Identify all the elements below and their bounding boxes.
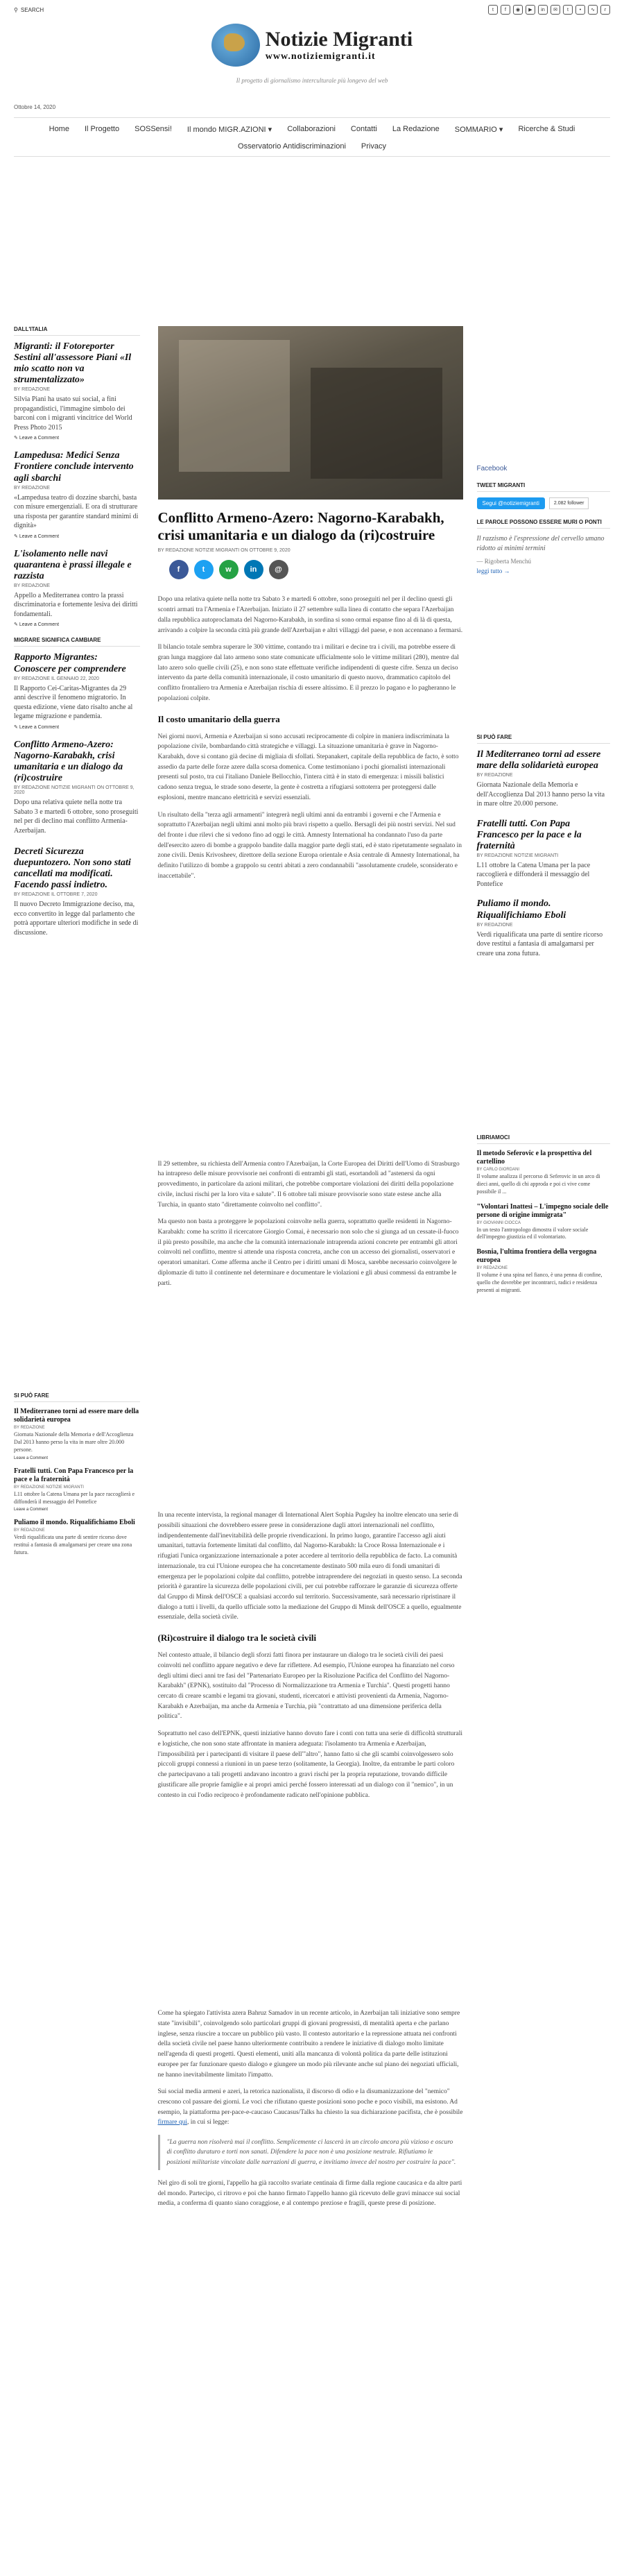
post-excerpt: Il volume analizza il percorso di Seferovic in un arco di dieci anni, quello di chi approda e poi ci vive come possibile il ... [476, 1173, 600, 1195]
sidebar-small-post [14, 1519, 140, 1563]
sidebar-small-post [14, 1408, 140, 1460]
quote-author: — Rigoberta Menchú [476, 558, 531, 565]
quote-read-more-link[interactable]: leggi tutto → [476, 568, 510, 574]
sidebar-post [14, 652, 140, 729]
whatsapp-share-button[interactable]: w [219, 560, 239, 579]
comment-icon: ✎ [14, 436, 19, 441]
twitter-follow-button[interactable]: Segui @notiziemigranti [477, 497, 545, 509]
post-excerpt: In un testo l'antropologo dimostra il valore sociale dell'impegno giustizia ed il volontariato. [476, 1226, 589, 1240]
article-paragraph: Il 29 settembre, su richiesta dell'Armenia contro l'Azerbaijan, la Corte Europea dei Diritti dell'Uomo di Strasburgo ha intrapreso delle misure provvisorie nei confronti di entrambi gli stati, esortandoli ad "astenersi da ogni provvedimento, in particolare da azioni militari, che potrebbe comportare violazioni dei diritti della popolazione civile, inclusi rischi per la loro vita e salute". Il 6 ottobre tali misure provvisorie sono state estese anche alla Turchia, in quanto stato "direttamente coinvolto nel conflitto". [157, 1160, 460, 1209]
article-paragraph: Ma questo non basta a proteggere le popolazioni coinvolte nella guerra, soprattutto quelle residenti in Nagorno-Karabakh: come ha scritto il ricercatore Giorgio Comai, è necessario non solo che si giunga ad un cessate-il-fuoco il più presto possibile, ma anche che la comunità internazionale intraprenda azioni concrete per entrambi gli attori coinvolti nel conflitto, mentre si attende una risposta concreta, anche con un accesso dei giornalisti, osservatori e operatori umanitari. Come afferma anche il Centro per i diritti umani di Mosca, sarebbe necessario coinvolgere le diplomazie di tutto il continente nel determinare e documentare le violazioni e gli abusi commessi da entrambe le parti. [157, 1218, 459, 1287]
leave-comment-label: Leave a Comment [19, 436, 60, 441]
left-sidebar [14, 326, 148, 2216]
post-byline: BY REDAZIONE [476, 773, 513, 778]
nav-item[interactable]: Home [49, 125, 69, 133]
sidebar-post [14, 846, 140, 948]
search-icon: ⚲ [14, 6, 18, 13]
post-byline: BY REDAZIONE [14, 1426, 45, 1431]
article-paragraph: Nel contesto attuale, il bilancio degli sforzi fatti finora per instaurare un dialogo tra le società civili dei paesi coinvolti nel conflitto appare negativo e deve far riflettere. Ad esempio, l'Unione europea ha finanziato nel corso degli ultimi dieci anni tre fasi del "Partenariato Europeo per la Risoluzione Pacifica del Conflitto del Nagorno-Karabakh" (EPNK), sostituito dal "Processo di Normalizzazione tra Armenia e Turchia". Questi progetti hanno cercato di creare scambi e legami tra giovani, studenti, ricercatori e attivisti provenienti da Armenia, Nagorno-Karabakh e Azerbaijan, ma anche da Armenia e Turchia, più "contrattato ad una dimensione periferica della politica". [157, 1652, 455, 1721]
widget-title-libriamoci: LIBRIAMOCI [477, 1134, 611, 1144]
widget-title-tweet: TWEET MIGRANTI [477, 482, 611, 492]
site-title: Notizie Migranti [265, 28, 413, 51]
article-paragraph: Come ha spiegato l'attivista azera Bahruz Samadov in un recente articolo, in Azerbaijan tali iniziative sono sempre state "invisibili", coinvolgendo solo particolari gruppi di giovani progressisti, di mentalità aperta e che parlano inglese, senza riuscire a toccare un pubblico più vasto. Il contesto autoritario e la repressione attuata nei confronti della società civile nel paese hanno ulteriormente contribuito a rendere le iniziative di dialogo molto limitate nell'agenda di questi progetti. Questi elementi, uniti alla mancanza di volontà politica da parte delle istituzioni europee per far funzionare questo dialogo e giungere un modo più rilevante anche sul piano dei negoziati ufficiali, ne hanno inevitabilmente limitato l'impatto. [157, 2010, 460, 2079]
facebook-share-button[interactable]: f [169, 560, 189, 579]
article-subheading: Il costo umanitario della guerra [157, 713, 280, 724]
sidebar-small-post [477, 1248, 611, 1301]
widget-title-dallitalia: DALL'ITALIA [14, 326, 140, 336]
top-bar [0, 0, 624, 19]
sidebar-post [477, 749, 611, 819]
spacer [477, 961, 611, 968]
comment-icon: ✎ [14, 724, 19, 730]
post-title-link[interactable]: Rapporto Migrantes: Conoscere per comprendere [14, 652, 126, 674]
leave-comment-link[interactable] [14, 435, 140, 441]
post-byline: BY REDAZIONE [14, 485, 50, 491]
sidebar-post [14, 740, 140, 846]
widget-title-quote: LE PAROLE POSSONO ESSERE MURI O PONTI [477, 519, 611, 529]
leave-comment-link[interactable]: Leave a Comment [14, 1456, 49, 1460]
post-excerpt: Il nuovo Decreto Immigrazione deciso, ma, ecco convertito in legge dal parlamento che potrà apportare ulteriori modifiche in sede di discussione. [14, 901, 139, 937]
rss-icon[interactable]: ∿ [588, 5, 598, 15]
post-byline: BY CARLO GIORDANI [476, 1168, 520, 1172]
right-sidebar [477, 326, 611, 2216]
linkedin-share-button[interactable]: in [244, 560, 263, 579]
sidebar-small-post [477, 1150, 611, 1202]
post-excerpt: Il volume è una spina nel fianco, è una penna di confine, quello che dovrebbe per incontrarci, radici e residenza presenti ai migranti. [476, 1272, 603, 1293]
search-label: SEARCH [20, 6, 44, 13]
site-url: www.notiziemigranti.it [265, 51, 376, 62]
sidebar-post [477, 898, 611, 968]
paragraph-text: , in cui si legge: [187, 2119, 229, 2126]
post-byline: BY REDAZIONE [14, 387, 50, 393]
spacer [477, 1241, 611, 1248]
post-title-link[interactable]: "Volontari Inattesi – L'impegno sociale delle persone di origine immigrata" [476, 1202, 609, 1219]
leave-comment-link[interactable] [14, 724, 140, 730]
article-paragraph: Un risultato della "terza agli armamenti" integrerà negli ultimi anni da entrambi i governi e che l'Armenia e soprattutto l'Azerbaijan negli ultimi anni molto più bravi rispetto a quello. Bersagli dei più nostri servizi. Nel sud del fronte i due rilevi che si vedono fino ad oggi le città. Amnesty International ha condannato l'uso da parte dell'esercito azero di bombe a grappolo bandite dalla maggior parte degli stati, ed è stato ripetutamente segnalato in zone civili. Denis Krivosheev, direttore della sezione Europa orientale e Asia centrale di Amnesty International, ha definito l'utilizzo di bombe a grappolo su centri abitati a zero condannabili "assolutamente crudele, sconsiderato e inaccettabile". [157, 811, 462, 880]
article-hero-image [158, 326, 463, 500]
spacer [14, 1557, 140, 1564]
twitter-share-button[interactable]: t [194, 560, 214, 579]
post-title-link[interactable]: Fratelli tutti. Con Papa Francesco per la pace e la fraternità [476, 818, 582, 851]
main-nav [14, 117, 610, 157]
post-excerpt: Giornata Nazionale della Memoria e dell'Accoglienza Dal 2013 hanno perso la vita in mare oltre 20.000 persone. [14, 1431, 134, 1453]
article-paragraph [158, 2087, 463, 2128]
post-title-link[interactable]: Il Mediterraneo torni ad essere mare della solidarietà europea [14, 1408, 139, 1424]
post-excerpt: Appello a Mediterranea contro la prassi discriminatoria e fortemente lesiva dei diritti fondamentali. [14, 591, 138, 618]
sign-petition-link[interactable]: firmare qui [157, 2119, 187, 2126]
sidebar-post [477, 819, 611, 899]
article-blockquote: "La guerra non risolverà mai il conflitto. Semplicemente ci lascerà in un circolo ancora più vizioso e oscuro di conflitto duraturo e torti non sanati. Difendere la pace non è una posizione neutrale. Rifiutiamo le posizioni militariste vincolate dalle narrazioni di guerra, e invitiamo invece del nostro per costruire la pace". [158, 2135, 463, 2170]
twitter-icon[interactable]: t [488, 5, 498, 15]
site-logo[interactable] [211, 24, 413, 67]
post-byline: BY REDAZIONE [14, 583, 50, 588]
instagram-icon[interactable]: ◉ [513, 5, 523, 15]
twitter-follower-count: 2.082 follower [549, 497, 589, 509]
article-byline: BY REDAZIONE NOTIZIE MIGRANTI ON OTTOBRE 9, 2020 [157, 548, 291, 554]
post-excerpt: L11 ottobre la Catena Umana per la pace raccoglierà e diffonderà il messaggio del Pontefice [14, 1490, 135, 1505]
post-title-link[interactable]: Migranti: il Fotoreporter Sestini all'assessore Piani «Il mio scatto non va strumentalizzato» [14, 341, 132, 386]
nav-item[interactable]: Ricerche & Studi [518, 125, 575, 133]
search-button[interactable] [14, 7, 44, 13]
widget-title-migrare: MIGRARE SIGNIFICA CAMBIARE [14, 637, 140, 647]
article-paragraph: In una recente intervista, la regional manager di International Alert Sophia Pugsley ha inoltre elencato una serie di possibili situazioni che dovrebbero essere prese in considerazione dagli attori internazionali nel conflitto, indipendentemente dall'inevitabilità delle proprie rivendicazioni. In primo luogo, garantire l'accesso agli aiuti umanitari, tuttavia fortemente limitati dal conflitto, dal Nagorno-Karabakh: la Croce Rossa Internazionale e i rifugiati l'unica organizzazione internazionale a poter accedere al territorio della repubblica de facto. La comunità internazionale, tra cui l'Unione europea che ha concretamente destinato 500 mila euro di fondi umanitari di emergenza per le popolazioni colpite dal conflitto, potrebbe intraprendere dei negoziati in questo senso. La seconda priorità è garantire la sicurezza delle popolazioni civili, per cui potrebbe rafforzare le garanzie di sicurezza offerte dal Gruppo di Minsk dell'OSCE a qualsiasi accordo sul territorio. Successivamente, sarà necessario ripristinare il dialogo a tutti i livelli, da quello ufficiale sotto la mediazione del Gruppo di Minsk dell'OSCE a quello, egualmente essenziale, della società civile. [157, 1512, 462, 1621]
comment-icon: ✎ [14, 534, 19, 539]
quote-widget [477, 534, 611, 574]
post-excerpt: L11 ottobre la Catena Umana per la pace raccoglierà e diffonderà il messaggio del Pontefice [476, 861, 591, 888]
leave-comment-link[interactable]: Leave a Comment [14, 1508, 49, 1512]
facebook-icon[interactable]: f [501, 5, 510, 15]
facebook-link[interactable]: Facebook [476, 465, 508, 472]
post-excerpt: Silvia Piani ha usato sui social, a fini propagandistici, l'immagine simbolo dei barconi con i migranti vincitrice del World Press Photo 2015 [14, 395, 132, 432]
post-title-link[interactable]: Conflitto Armeno-Azero: Nagorno-Karabakh, crisi umanitaria e un dialogo da (ri)costruire [14, 739, 123, 783]
comment-icon: ✎ [14, 622, 19, 628]
post-byline: BY REDAZIONE NOTIZIE MIGRANTI [14, 1485, 84, 1490]
leave-comment-label: Leave a Comment [19, 622, 60, 628]
post-byline: BY REDAZIONE [476, 922, 513, 928]
widget-title-si-puo-fare: SI PUÒ FARE [14, 1392, 140, 1402]
paragraph-text: Sui social media armeni e azeri, la retorica nazionalista, il discorso di odio e la disumanizzazione del "nemico" crescono col passare dei giorni. Le voci che rifiutano queste posizioni sono poche e poco visibili, ma esistono. Ad esempio, la piattaforma per-pace-e-caucaso Caucasus/Talks ha chiesto la sua dichiarazione pacifista, che è possibile [157, 2088, 463, 2116]
post-excerpt: Giornata Nazionale della Memoria e dell'Accoglienza Dal 2013 hanno perso la vita in mare oltre 20.000 persone. [476, 781, 605, 808]
nav-item[interactable]: Il Progetto [84, 125, 120, 133]
nav-item[interactable]: SOMMARIO ▾ [454, 126, 503, 134]
post-excerpt: Dopo una relativa quiete nella notte tra Sabato 3 e martedì 6 ottobre, sono proseguiti nel per di declino mai conflitto Armenia-Azerbaijan. [14, 799, 139, 835]
globe-icon [211, 24, 260, 67]
article-paragraph: Soprattutto nel caso dell'EPNK, questi iniziative hanno dovuto fare i conti con tutta una serie di difficoltà strutturali e logistiche, che non sono state affrontate in maniera adeguata: l'isolamento tra Armenia e Azerbaijan, l'impossibilità per i partecipanti di visitare il paese dell'"altro", hanno fatto sì che gli scambi coinvolgessero solo piccoli gruppi connessi a riunioni in un paese terzo (solitamente, la Georgia). Inoltre, da entrambe le parti coloro che partecipavano a tali progetti andavano incontro a gravi rischi per la propria reputazione, trovando difficile giustificare alle proprie famiglie e ai propri amici perché fossero interessati ad un dialogo con il "nemico", in un contesto in cui l'odio reciproco è profondamente radicato nell'opinione pubblica. [157, 1730, 462, 1799]
site-tagline: Il progetto di giornalismo interculturale più longevo del web [236, 77, 388, 84]
spacer [477, 892, 611, 898]
article-subheading: (Ri)costruire il dialogo tra le società civili [157, 1632, 317, 1644]
post-byline: BY REDAZIONE NOTIZIE MIGRANTI [476, 853, 559, 858]
post-title-link[interactable]: Bosnia, l'ultima frontiera della vergogna europea [476, 1248, 597, 1265]
spacer [14, 940, 140, 948]
post-title-link[interactable]: Decreti Sicurezza duepuntozero. Non sono stati cancellati ma modificati. Facendo passi indietro. [14, 846, 131, 891]
nav-item[interactable]: Privacy [361, 142, 386, 151]
post-title-link[interactable]: Il Mediterraneo torni ad essere mare della solidarietà europea [476, 749, 601, 771]
post-excerpt: Verdi riqualificata una parte di sentire ricorso dove restituì a fantasia di amalgamarsi per creare una zona futura. [476, 930, 603, 957]
flickr-icon[interactable]: • [575, 5, 585, 15]
post-title-link[interactable]: Fratelli tutti. Con Papa Francesco per la pace e la fraternità [14, 1467, 134, 1483]
quote-text: Il razzismo è l'espressione del cervello umano ridotto ai minimi termini [476, 535, 605, 552]
sidebar-post [14, 450, 140, 538]
leave-comment-link[interactable] [14, 534, 140, 539]
email-icon[interactable]: ✉ [551, 5, 560, 15]
sidebar-post [14, 549, 140, 628]
post-title-link[interactable]: Il metodo Seferovic e la prospettiva del cartellino [476, 1150, 592, 1166]
post-byline: BY REDAZIONE IL GENNAIO 22, 2020 [14, 676, 99, 681]
article-body [158, 595, 463, 2209]
post-excerpt: Il Rapporto Cei-Caritas-Migrantes da 29 anni descrive il fenomeno migratorio. In questa edizione, viene dato risalto anche al legame migrazione e pandemia. [14, 684, 133, 721]
site-header [0, 19, 624, 101]
widget-title-si-puo-fare-right: SI PUÒ FARE [477, 734, 611, 744]
post-byline: BY REDAZIONE NOTIZIE MIGRANTI ON OTTOBRE 9, 2020 [14, 785, 135, 795]
tumblr-icon[interactable]: t [563, 5, 573, 15]
leave-comment-label: Leave a Comment [19, 534, 60, 539]
nav-item[interactable]: Il mondo MIGR.AZIONI ▾ [187, 126, 272, 134]
current-date: Ottobre 14, 2020 [14, 104, 56, 110]
article-paragraph: Nel giro di soli tre giorni, l'appello ha già raccolto svariate centinaia di firme dalla regione caucasica e da altre parti del mondo. Partecipo, ci ritrovo e poi che hanno firmato l'appello hanno già ricevuto delle gravi minacce sui social media, a conferma di quanto siano coraggiose, e al contempo preziose e fragili, queste prese di posizione. [157, 2179, 462, 2208]
post-excerpt: «Lampedusa teatro di dozzine sbarchi, basta con misure emergenziali. E ora di strutturare una risposta per garantire standard minimi di dignità» [14, 493, 139, 530]
spacer [477, 1196, 611, 1203]
post-title-link[interactable]: L'isolamento nelle navi quarantena è prassi illegale e razzista [14, 548, 132, 581]
spacer [477, 812, 611, 819]
social-icons [488, 5, 610, 15]
nav-item[interactable]: Osservatorio Antidiscriminazioni [238, 142, 346, 151]
spacer [477, 1295, 611, 1302]
linkedin-icon[interactable]: in [538, 5, 548, 15]
sidebar-small-post [14, 1467, 140, 1512]
leave-comment-link[interactable] [14, 622, 140, 627]
post-byline: BY REDAZIONE IL OTTOBRE 7, 2020 [14, 892, 98, 898]
nav-item[interactable]: Contatti [350, 125, 377, 133]
leave-comment-label: Leave a Comment [19, 724, 60, 730]
main-article [158, 326, 463, 2216]
article-title: Conflitto Armeno-Azero: Nagorno-Karabakh, crisi umanitaria e un dialogo da (ri)costruire [157, 509, 444, 544]
post-excerpt: Verdi riqualificata una parte di sentire ricorso dove restituì a fantasia di amalgamarsi per creare una zona futura. [14, 1534, 132, 1555]
sidebar-small-post [477, 1203, 611, 1249]
article-paragraph: Dopo una relativa quiete nella notte tra Sabato 3 e martedì 6 ottobre, sono proseguiti nel per il declino questi gli scontri armati tra l'Armenia e l'Azerbaijan. Iniziato il 27 settembre sulla linea di contatto che separa l'Azerbaijan dalla repubblica autoproclamata del Nagorno-Karabakh, in sordina si sono ormai espanse fino al di là di questa, arrivando a colpire la seconda città più grande dell'Azerbaijan e altri villaggi del paese, e non accennano a fermarsi. [157, 596, 463, 634]
share-buttons [169, 560, 463, 579]
spacer [14, 838, 140, 846]
reddit-icon[interactable]: r [600, 5, 610, 15]
article-paragraph: Il bilancio totale sembra superare le 300 vittime, contando tra i militari e decine tra i civili, ma potrebbe essere di gran lunga maggiore dal lato armeno sono state comunicate ufficialmente solo le vittime militari (280), mentre dal lato azero solo quelle civili (25), e non sono state effettuate verifiche indipendenti di queste cifre. Senza un deciso intervento da parte della comunità internazionale, il costo umanitario di questo nuovo, drammatico capitolo del conflitto frontaliero tra Armenia e Azerbaijan rischia di essere altissimo. E il prezzo lo pagano e lo pagheranno le popolazioni colpite. [157, 644, 459, 702]
post-byline: BY GIOVANNI CIOCCA [476, 1220, 521, 1225]
nav-item[interactable]: Collaborazioni [287, 125, 336, 133]
article-paragraph: Nei giorni nuovi, Armenia e Azerbaijan si sono accusati reciprocamente di colpire in maniera indiscriminata la popolazione civile, bombardando città strategiche e villaggi. La situazione umanitaria è grave in Nagorno-Karabakh, dove si contano già decine di migliaia di sfollati. Stepanakert, capitale della repubblica de facto, è sotto assedio da parte delle forze azere dalla scorsa domenica. Come testimoniano i pochi giornalisti internazionali presenti sul posto, tra cui l'italiano Daniele Bellocchio, l'intera città è in stato di emergenza: i missili balistici cadono senza tregua, le strade sono deserte, la gente è costretta a rifugiarsi sottoterra per proteggersi dalle esplosioni, mentre mancano elettricità e servizi essenziali. [157, 733, 459, 801]
sidebar-post [14, 341, 140, 441]
nav-item[interactable]: SOSSensi! [135, 125, 172, 133]
post-byline: BY REDAZIONE [14, 1528, 45, 1533]
youtube-icon[interactable]: ▶ [526, 5, 535, 15]
email-share-button[interactable]: @ [269, 560, 288, 579]
nav-item[interactable]: La Redazione [392, 125, 440, 133]
post-byline: BY REDAZIONE [476, 1266, 508, 1271]
post-title-link[interactable]: Puliamo il mondo. Riqualifichiamo Eboli [14, 1519, 135, 1527]
post-title-link[interactable]: Puliamo il mondo. Riqualifichiamo Eboli [476, 898, 566, 921]
post-title-link[interactable]: Lampedusa: Medici Senza Frontiere conclude intervento agli sbarchi [14, 450, 134, 484]
